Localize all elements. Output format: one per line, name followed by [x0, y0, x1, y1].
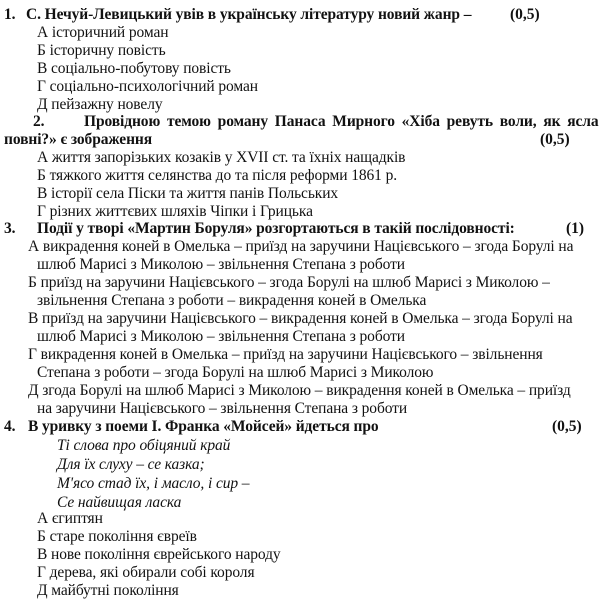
question-1-number: 1. [4, 6, 16, 23]
question-3-option-a-line2: шлюб Марисі з Миколою – звільнення Степана з роботи [37, 256, 405, 273]
question-4-quote-line3: М'ясо стад їх, і масло, і сир – [57, 475, 250, 492]
question-4-option-b: Б старе покоління євреїв [37, 528, 197, 545]
question-4-quote-line2: Для їх слуху – се казка; [57, 456, 205, 473]
question-1-option-c: В соціально-побутову повість [37, 60, 231, 77]
question-2-text-line1: Провідною темою роману Панаса Мирного «Хіба ревуть воли, як ясла [84, 113, 599, 130]
question-2-text-line2: повні?» є зображення [4, 131, 153, 148]
question-4-text: В уривку з поеми І. Франка «Мойсей» йдеться про [28, 418, 379, 435]
question-1-option-b: Б історичну повість [37, 42, 166, 59]
question-4-option-c: В нове покоління єврейського народу [37, 546, 281, 563]
question-4-option-e: Д майбутні покоління [37, 582, 179, 599]
question-4-option-d: Г дерева, які обирали собі короля [37, 564, 255, 581]
question-3-option-e-line1: Д згода Борулі на шлюб Марисі з Миколою – викрадення коней в Омелька – приїзд [28, 382, 571, 399]
question-3-option-a-line1: А викрадення коней в Омелька – приїзд на заручини Націєвського – згода Борулі на [28, 238, 574, 255]
question-1-option-e: Д пейзажну новелу [37, 96, 163, 113]
question-3-number: 3. [4, 220, 16, 237]
question-4-number: 4. [4, 418, 16, 435]
question-3-option-c-line1: В приїзд на заручини Націєвського – викрадення коней в Омелька – згода Борулі на [28, 310, 573, 327]
question-1-option-d: Г соціально-психологічний роман [37, 78, 258, 95]
question-3-option-e-line2: на заручини Націєвського – звільнення Степана з роботи [37, 400, 408, 417]
question-2-option-c: В історії села Піски та життя панів Польських [37, 185, 339, 202]
question-4-points: (0,5) [552, 418, 582, 435]
question-2-number: 2. [33, 113, 45, 130]
question-3-points: (1) [566, 220, 585, 237]
question-3-option-d-line1: Г викрадення коней в Омелька – приїзд на заручини Націєвського – звільнення [28, 346, 543, 363]
question-1-points: (0,5) [510, 6, 540, 23]
question-3-text: Події у творі «Мартин Боруля» розгортаються в такій послідовності: [37, 220, 515, 237]
question-3-option-b-line2: звільнення Степана з роботи – викрадення коней в Омелька [37, 292, 427, 309]
question-2-option-a: А життя запорізьких козаків у XVII ст. та їхніх нащадків [37, 149, 406, 166]
question-2-option-b: Б тяжкого життя селянства до та після реформи 1861 р. [37, 167, 398, 184]
question-3-option-d-line2: Степана з роботи – згода Борулі на шлюб Марисі з Миколою [37, 364, 434, 381]
question-2-option-d: Г різних життєвих шляхів Чіпки і Грицька [37, 203, 313, 220]
question-1-option-a: А історичний роман [37, 24, 169, 41]
question-4-option-a: А єгиптян [37, 510, 103, 527]
question-2-points: (0,5) [540, 131, 570, 148]
question-4-quote-line1: Ті слова про обіцяний край [57, 437, 231, 454]
question-3-option-c-line2: шлюб Марисі з Миколою – звільнення Степана з роботи [37, 328, 405, 345]
question-1-text: С. Нечуй-Левицький увів в українську літературу новий жанр – [26, 6, 472, 23]
question-3-option-b-line1: Б приїзд на заручини Націєвського – згода Борулі на шлюб Марисі з Миколою – [28, 274, 550, 291]
question-4-quote-line4: Се найвищая ласка [57, 494, 182, 511]
